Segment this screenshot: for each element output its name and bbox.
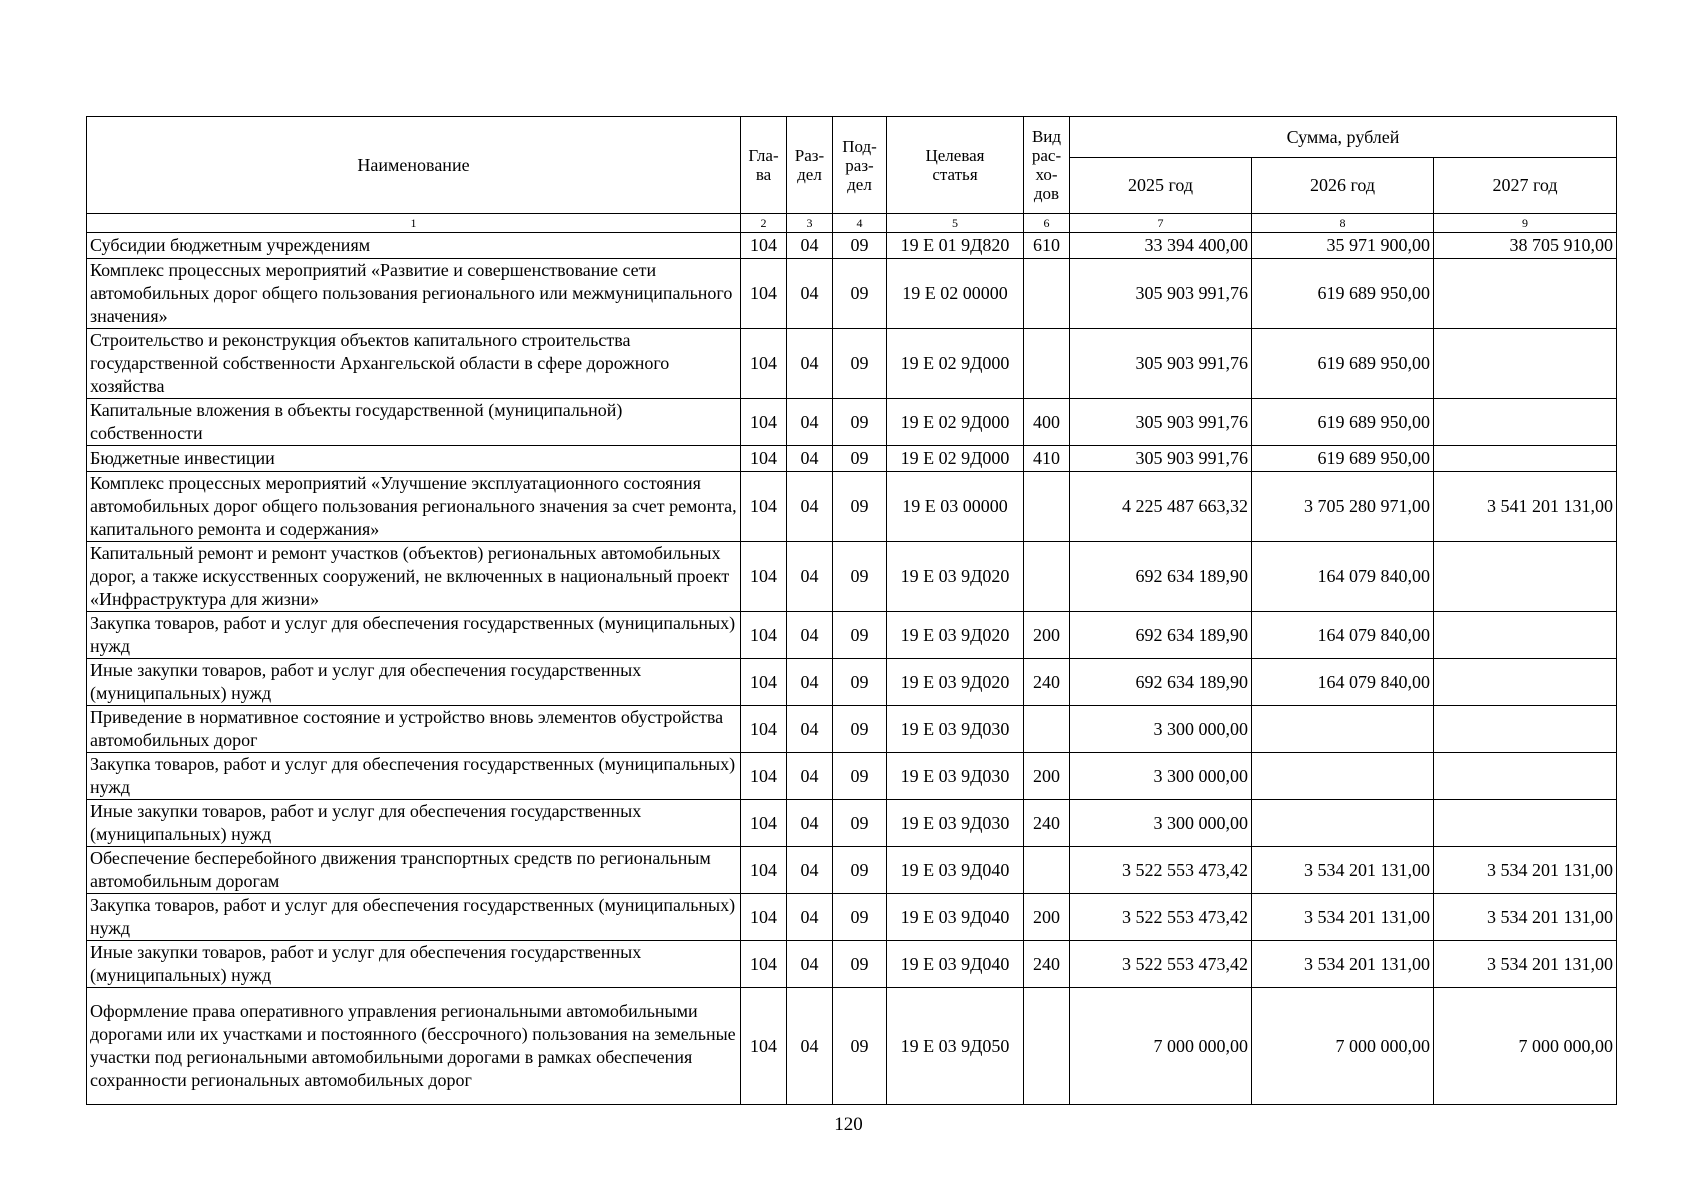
row-section: 04 <box>787 612 833 659</box>
row-section: 04 <box>787 847 833 894</box>
row-name: Приведение в нормативное состояние и устройство вновь элементов обустройства автомобильных дорог <box>87 706 741 753</box>
header-name: Наименование <box>87 117 741 214</box>
row-subsection: 09 <box>833 753 887 800</box>
budget-table <box>86 116 1617 1105</box>
row-subsection: 09 <box>833 399 887 446</box>
table-row <box>87 329 1617 399</box>
row-name: Строительство и реконструкция объектов капитального строительства государственной собственности Архангельской области в сфере дорожного хозяйства <box>87 329 741 399</box>
row-section: 04 <box>787 233 833 259</box>
row-target: 19 Е 02 9Д000 <box>887 446 1024 472</box>
col-num-7: 7 <box>1070 214 1252 233</box>
table-row <box>87 706 1617 753</box>
row-2025: 692 634 189,90 <box>1070 612 1252 659</box>
row-2027 <box>1434 446 1617 472</box>
row-subsection: 09 <box>833 847 887 894</box>
row-2025: 692 634 189,90 <box>1070 659 1252 706</box>
header-2025: 2025 год <box>1070 158 1252 214</box>
header-section-l2: дел <box>797 165 822 184</box>
row-2027 <box>1434 612 1617 659</box>
row-2025: 692 634 189,90 <box>1070 542 1252 612</box>
table-row <box>87 446 1617 472</box>
row-subsection: 09 <box>833 941 887 988</box>
row-chapter: 104 <box>741 800 787 847</box>
header-chapter <box>741 117 787 214</box>
row-2026: 619 689 950,00 <box>1252 259 1434 329</box>
row-type <box>1024 472 1070 542</box>
row-2026: 3 534 201 131,00 <box>1252 894 1434 941</box>
col-num-4: 4 <box>833 214 887 233</box>
row-chapter: 104 <box>741 233 787 259</box>
table-row <box>87 612 1617 659</box>
row-name: Комплекс процессных мероприятий «Развитие и совершенствование сети автомобильных дорог общего пользования регионального или межмуниципального значения» <box>87 259 741 329</box>
row-target: 19 Е 03 9Д030 <box>887 800 1024 847</box>
row-2026: 3 534 201 131,00 <box>1252 941 1434 988</box>
header-subsection <box>833 117 887 214</box>
row-chapter: 104 <box>741 399 787 446</box>
table-row <box>87 472 1617 542</box>
column-numbers-row <box>87 214 1617 233</box>
row-name: Капитальный ремонт и ремонт участков (объектов) региональных автомобильных дорог, а также искусственных сооружений, не включенных в национальный проект «Инфраструктура для жизни» <box>87 542 741 612</box>
row-2027 <box>1434 399 1617 446</box>
row-type <box>1024 847 1070 894</box>
row-section: 04 <box>787 753 833 800</box>
row-section: 04 <box>787 706 833 753</box>
row-name: Оформление права оперативного управления региональными автомобильными дорогами или их участками и постоянного (бессрочного) пользования на земельные участки под региональными автомобильными дорогами в рамках обеспечения сохранности региональных автомобильных дорог <box>87 988 741 1105</box>
col-num-9: 9 <box>1434 214 1617 233</box>
header-type-l2: рас- <box>1031 146 1062 165</box>
row-2026: 164 079 840,00 <box>1252 612 1434 659</box>
row-2027: 3 534 201 131,00 <box>1434 894 1617 941</box>
row-type <box>1024 329 1070 399</box>
row-chapter: 104 <box>741 894 787 941</box>
row-section: 04 <box>787 259 833 329</box>
row-target: 19 Е 03 9Д050 <box>887 988 1024 1105</box>
table-row <box>87 847 1617 894</box>
row-2025: 3 300 000,00 <box>1070 753 1252 800</box>
table-row <box>87 800 1617 847</box>
row-2025: 7 000 000,00 <box>1070 988 1252 1105</box>
row-subsection: 09 <box>833 329 887 399</box>
table-row <box>87 988 1617 1105</box>
row-chapter: 104 <box>741 753 787 800</box>
row-2025: 305 903 991,76 <box>1070 259 1252 329</box>
row-section: 04 <box>787 329 833 399</box>
col-num-1: 1 <box>87 214 741 233</box>
row-subsection: 09 <box>833 612 887 659</box>
header-type-l4: дов <box>1033 184 1060 203</box>
row-type: 410 <box>1024 446 1070 472</box>
table-row <box>87 894 1617 941</box>
header-section-l1: Раз- <box>794 146 825 165</box>
row-2027 <box>1434 259 1617 329</box>
row-target: 19 Е 01 9Д820 <box>887 233 1024 259</box>
header-2026: 2026 год <box>1252 158 1434 214</box>
table-row <box>87 542 1617 612</box>
row-2025: 3 300 000,00 <box>1070 706 1252 753</box>
row-subsection: 09 <box>833 706 887 753</box>
header-section <box>787 117 833 214</box>
row-name: Иные закупки товаров, работ и услуг для обеспечения государственных (муниципальных) нужд <box>87 800 741 847</box>
header-type-l3: хо- <box>1035 165 1058 184</box>
row-type: 240 <box>1024 659 1070 706</box>
row-subsection: 09 <box>833 800 887 847</box>
row-chapter: 104 <box>741 542 787 612</box>
row-chapter: 104 <box>741 446 787 472</box>
row-2026: 164 079 840,00 <box>1252 542 1434 612</box>
row-target: 19 Е 03 00000 <box>887 472 1024 542</box>
row-target: 19 Е 03 9Д040 <box>887 941 1024 988</box>
row-target: 19 Е 03 9Д020 <box>887 659 1024 706</box>
row-2025: 3 522 553 473,42 <box>1070 941 1252 988</box>
row-name: Субсидии бюджетным учреждениям <box>87 233 741 259</box>
row-chapter: 104 <box>741 259 787 329</box>
row-2025: 305 903 991,76 <box>1070 329 1252 399</box>
row-2027 <box>1434 800 1617 847</box>
row-2026: 619 689 950,00 <box>1252 399 1434 446</box>
header-2027: 2027 год <box>1434 158 1617 214</box>
row-2026: 3 705 280 971,00 <box>1252 472 1434 542</box>
row-target: 19 Е 03 9Д020 <box>887 612 1024 659</box>
row-2027 <box>1434 706 1617 753</box>
row-2026: 7 000 000,00 <box>1252 988 1434 1105</box>
row-2025: 305 903 991,76 <box>1070 399 1252 446</box>
header-chapter-l2: ва <box>755 165 772 184</box>
row-subsection: 09 <box>833 659 887 706</box>
row-subsection: 09 <box>833 259 887 329</box>
row-subsection: 09 <box>833 233 887 259</box>
row-2027 <box>1434 542 1617 612</box>
header-subsection-l3: дел <box>847 174 872 194</box>
table-row <box>87 941 1617 988</box>
row-subsection: 09 <box>833 472 887 542</box>
row-target: 19 Е 03 9Д040 <box>887 894 1024 941</box>
row-2026 <box>1252 800 1434 847</box>
row-type: 200 <box>1024 894 1070 941</box>
row-subsection: 09 <box>833 542 887 612</box>
row-section: 04 <box>787 542 833 612</box>
row-target: 19 Е 03 9Д030 <box>887 706 1024 753</box>
row-type <box>1024 259 1070 329</box>
row-2027: 38 705 910,00 <box>1434 233 1617 259</box>
row-type <box>1024 706 1070 753</box>
row-2025: 33 394 400,00 <box>1070 233 1252 259</box>
row-2026: 619 689 950,00 <box>1252 446 1434 472</box>
row-type: 200 <box>1024 753 1070 800</box>
header-target-l1: Целевая <box>925 146 985 165</box>
row-2025: 305 903 991,76 <box>1070 446 1252 472</box>
row-subsection: 09 <box>833 988 887 1105</box>
row-name: Закупка товаров, работ и услуг для обеспечения государственных (муниципальных) нужд <box>87 612 741 659</box>
row-section: 04 <box>787 800 833 847</box>
row-target: 19 Е 03 9Д020 <box>887 542 1024 612</box>
row-2026 <box>1252 753 1434 800</box>
row-name: Иные закупки товаров, работ и услуг для обеспечения государственных (муниципальных) нужд <box>87 941 741 988</box>
row-chapter: 104 <box>741 706 787 753</box>
row-name: Комплекс процессных мероприятий «Улучшение эксплуатационного состояния автомобильных дорог общего пользования регионального значения за счет ремонта, капитального ремонта и содержания» <box>87 472 741 542</box>
header-chapter-l1: Гла- <box>748 146 779 165</box>
table-row <box>87 259 1617 329</box>
row-chapter: 104 <box>741 472 787 542</box>
row-name: Бюджетные инвестиции <box>87 446 741 472</box>
row-subsection: 09 <box>833 446 887 472</box>
col-num-3: 3 <box>787 214 833 233</box>
row-2027: 3 541 201 131,00 <box>1434 472 1617 542</box>
row-type: 610 <box>1024 233 1070 259</box>
col-num-2: 2 <box>741 214 787 233</box>
row-2027: 7 000 000,00 <box>1434 988 1617 1105</box>
row-section: 04 <box>787 941 833 988</box>
row-2026: 35 971 900,00 <box>1252 233 1434 259</box>
row-type: 200 <box>1024 612 1070 659</box>
row-chapter: 104 <box>741 988 787 1105</box>
table-row <box>87 233 1617 259</box>
row-target: 19 Е 03 9Д030 <box>887 753 1024 800</box>
page-number: 120 <box>834 1114 863 1135</box>
row-target: 19 Е 02 00000 <box>887 259 1024 329</box>
row-2027: 3 534 201 131,00 <box>1434 847 1617 894</box>
row-chapter: 104 <box>741 612 787 659</box>
row-2027 <box>1434 329 1617 399</box>
row-section: 04 <box>787 988 833 1105</box>
row-2026: 164 079 840,00 <box>1252 659 1434 706</box>
row-chapter: 104 <box>741 941 787 988</box>
row-chapter: 104 <box>741 847 787 894</box>
table-row <box>87 399 1617 446</box>
row-2027 <box>1434 753 1617 800</box>
row-section: 04 <box>787 446 833 472</box>
row-type <box>1024 542 1070 612</box>
row-subsection: 09 <box>833 894 887 941</box>
row-type: 240 <box>1024 800 1070 847</box>
row-type <box>1024 988 1070 1105</box>
header-target-l2: статья <box>932 165 978 184</box>
col-num-8: 8 <box>1252 214 1434 233</box>
row-target: 19 Е 03 9Д040 <box>887 847 1024 894</box>
header-subsection-l2: раз- <box>845 155 874 175</box>
row-chapter: 104 <box>741 329 787 399</box>
table-row <box>87 659 1617 706</box>
table-row <box>87 753 1617 800</box>
row-section: 04 <box>787 472 833 542</box>
row-target: 19 Е 02 9Д000 <box>887 329 1024 399</box>
row-chapter: 104 <box>741 659 787 706</box>
row-name: Обеспечение бесперебойного движения транспортных средств по региональным автомобильным дорогам <box>87 847 741 894</box>
col-num-5: 5 <box>887 214 1024 233</box>
row-target: 19 Е 02 9Д000 <box>887 399 1024 446</box>
header-type-l1: Вид <box>1031 127 1062 146</box>
row-2026 <box>1252 706 1434 753</box>
row-section: 04 <box>787 659 833 706</box>
header-type <box>1024 117 1070 214</box>
row-2027: 3 534 201 131,00 <box>1434 941 1617 988</box>
row-2026: 3 534 201 131,00 <box>1252 847 1434 894</box>
row-2027 <box>1434 659 1617 706</box>
row-type: 240 <box>1024 941 1070 988</box>
row-2025: 4 225 487 663,32 <box>1070 472 1252 542</box>
row-2025: 3 522 553 473,42 <box>1070 847 1252 894</box>
row-name: Закупка товаров, работ и услуг для обеспечения государственных (муниципальных) нужд <box>87 753 741 800</box>
row-name: Закупка товаров, работ и услуг для обеспечения государственных (муниципальных) нужд <box>87 894 741 941</box>
header-subsection-l1: Под- <box>842 136 877 156</box>
row-type: 400 <box>1024 399 1070 446</box>
row-name: Иные закупки товаров, работ и услуг для обеспечения государственных (муниципальных) нужд <box>87 659 741 706</box>
row-2025: 3 300 000,00 <box>1070 800 1252 847</box>
row-name: Капитальные вложения в объекты государственной (муниципальной) собственности <box>87 399 741 446</box>
row-section: 04 <box>787 399 833 446</box>
header-sum: Сумма, рублей <box>1070 117 1617 158</box>
header-target <box>887 117 1024 214</box>
col-num-6: 6 <box>1024 214 1070 233</box>
row-section: 04 <box>787 894 833 941</box>
row-2025: 3 522 553 473,42 <box>1070 894 1252 941</box>
row-2026: 619 689 950,00 <box>1252 329 1434 399</box>
